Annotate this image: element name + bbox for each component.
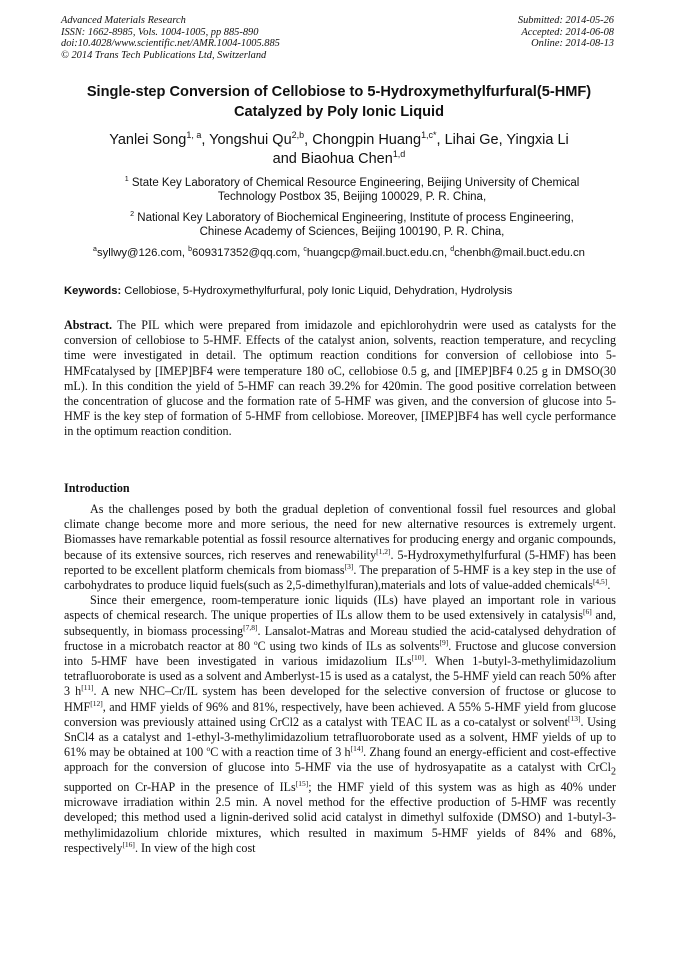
author-name: Lihai Ge: [444, 132, 499, 148]
text-run: and, subsequently, in biomass processing: [64, 608, 616, 638]
abstract: [64, 318, 616, 440]
journal-copyright: © 2014 Trans Tech Publications Ltd, Switzerland: [61, 49, 267, 61]
accepted-date: Accepted: 2014-06-08: [521, 26, 614, 38]
email-address: huangcp@mail.buct.edu.cn,: [306, 247, 451, 259]
citation: [12]: [90, 698, 103, 708]
author-list: Yanlei Song$^{1, a}$, Yongshui Qu$^{2,b}$, Chongpin Huang$^{1,c*}$, Lihai Ge, Yingxia Li and Biaohua Chen$^{1,d}$: [109, 130, 569, 167]
citation: [14]: [350, 744, 364, 754]
keywords-text: Cellobiose, 5-Hydroxymethylfurfural, poly Ionic Liquid, Dehydration, Hydrolysis: [121, 285, 513, 297]
citation: [1,2]: [376, 546, 391, 556]
journal-name: Advanced Materials Research: [61, 15, 186, 26]
author-name: and Biaohua Chen: [272, 151, 393, 167]
title-line-2: Catalyzed by Poly Ionic Liquid: [233, 103, 445, 120]
subscript: 2: [610, 766, 616, 778]
email-address: syllwy@126.com,: [96, 247, 189, 259]
affiliation-line: Chinese Academy of Sciences, Beijing 100190, P. R. China,: [199, 226, 505, 238]
introduction-body: [64, 502, 616, 856]
citation: o: [253, 637, 258, 647]
affiliation-line: National Key Laboratory of Biochemical Engineering, Institute of process Engineering,: [137, 212, 574, 224]
email-address: 609317352@qq.com,: [192, 247, 304, 259]
author-name: Yanlei Song: [109, 132, 187, 148]
text-run: Since their emergence, room-temperature ionic liquids (ILs) have played an important role in various aspects of chemical research. The unique properties of ILs allow them to be used extensively in catalysis: [64, 593, 616, 623]
affiliation-number: 2: [130, 210, 135, 219]
affiliation-number: 1: [124, 175, 129, 184]
email-mark: c: [303, 246, 307, 254]
journal-doi: doi:10.4028/www.scientific.net/AMR.1004-1005.885: [61, 38, 280, 50]
citation: [7,8]: [243, 622, 258, 632]
text-run: C using two kinds of ILs as solvents: [257, 638, 440, 653]
affiliation-2: [92, 211, 612, 239]
title-line-1: Single-step Conversion of Cellobiose to 5-Hydroxymethylfurfural(5-HMF): [86, 84, 592, 100]
citation: [6]: [582, 607, 592, 617]
section-heading-introduction: Introduction: [64, 481, 130, 495]
paragraph: [64, 502, 616, 593]
citation: [15]: [295, 779, 309, 789]
author-name: Chongpin Huang: [312, 132, 422, 148]
affiliation-line: State Key Laboratory of Chemical Resource Engineering, Beijing University of Chemical: [131, 177, 580, 189]
text-run: . When 1-butyl-3-methylimidazolium tetrafluoroborate is used as a solvent and Amberlyst-15 is used as a catalyst, the 5-HMF yield can reach 50% after 3 h: [64, 654, 617, 699]
author-name: Yongshui Qu: [209, 132, 292, 148]
text-run: , and HMF yields of 96% and 81%, respectively, have been achieved. A 55% 5-HMF yield from glucose conversion was previously attained using CrCl2 as a catalyst with TEAC IL as a co-catalyst or solvent: [64, 699, 616, 729]
abstract-label: Abstract.: [64, 318, 113, 332]
email-mark: a: [93, 246, 97, 254]
text-run: . Fructose and glucose conversion into 5-HMF have been investigated in various imidazolium ILs: [64, 638, 616, 669]
email-address: chenbh@mail.buct.edu.cn: [454, 247, 585, 259]
author-name: Yingxia Li: [506, 132, 569, 148]
citation: [16]: [122, 839, 135, 849]
paragraph: [64, 593, 616, 856]
affiliation-line: Technology Postbox 35, Beijing 100029, P. R. China,: [217, 191, 487, 203]
text-run: C with a reaction time of 3 h: [210, 745, 351, 760]
author-emails: [40, 246, 638, 260]
text-run: supported on Cr-HAP in the presence of ILs: [64, 780, 296, 795]
journal-issn: ISSN: 1662-8985, Vols. 1004-1005, pp 885-890: [61, 26, 259, 38]
affiliation-1: [82, 176, 622, 204]
author-affiliation-mark: 1,d: [392, 149, 406, 160]
keywords: [64, 284, 616, 298]
abstract-text: The PIL which were prepared from imidazole and epichlorohydrin were used as catalysts for the conversion of cellobiose to 5-HMF. Effects of the catalyst anion, solvents, reaction temperature, and recycling time were investigated in detail. The optimum reaction conditions for conversion of cellobiose into 5-HMFcatalysed by [IMEP]BF4 were temperature 180 oC, cellobiose 0.5 g, and [IMEP]BF4 0.25 g in DMSO(30 mL). In this condition the yield of 5-HMF can reach 39.2% for 420min. The good positive correlation between the concentration of glucose and the formation rate of 5-HMF was given, and the conversion of glucose into 5-HMF is the key step of formation of 5-HMF from cellobiose. Moreover, [IMEP]BF4 has well cycle performance in the optimum reaction condition.: [64, 318, 616, 439]
text-run: . In view of the high cost: [134, 840, 256, 855]
keywords-label: Keywords:: [64, 285, 122, 297]
citation: [9]: [439, 637, 449, 647]
text-run: . Using SnCl4 as a catalyst and 1-ethyl-3-methylimidazolium tetrafluoroborate used as a solvent, HMF yields of up to 61% may be obtained at 100: [64, 714, 616, 760]
text-run: . A new NHC–Cr/IL system has been developed for the selective conversion of fructose or glucose to HMF: [64, 684, 616, 714]
citation: [4,5]: [592, 576, 608, 586]
online-date: Online: 2014-08-13: [531, 38, 614, 50]
text-run: . Zhang found an energy-efficient and cost-effective approach for the conversion of glucose into 5-HMF via the use of hydrosyapatite as a catalyst with CrCl: [64, 745, 616, 775]
citation: [11]: [81, 683, 94, 693]
text-run: . The preparation of 5-HMF is a key step in the use of carbohydrates to produce liquid fuels(such as 2,5-dimethylfuran),materials and lots of value-added chemicals: [64, 562, 616, 593]
text-run: As the challenges posed by both the gradual depletion of conventional fossil fuel resources and global climate change become more and more serious, the need for new alternative resources is extremely urgent. Biomasses have remarkable potential as fossil resource alternatives for producing energy and organic compounds, because of its extensive sources, rich reserves and renewability: [64, 502, 616, 562]
citation: [10]: [411, 653, 425, 662]
author-affiliation-mark: 1, a: [186, 130, 202, 141]
paper-title: [40, 83, 638, 122]
citation: [13]: [567, 713, 581, 723]
submitted-date: Submitted: 2014-05-26: [517, 15, 614, 26]
author-affiliation-mark: 1,c*: [421, 130, 437, 141]
citation: [3]: [344, 561, 354, 571]
email-mark: b: [188, 246, 193, 254]
text-run: ; the HMF yield of this system was as high as 40% under microwave irradiation within 2.5 min. A novel method for the effective production of 5-HMF was recently developed; this method used a lignin-derived solid acid catalyst in dimethyl sulfoxide (DMSO) and 1-butyl-3-methylimidazolium chloride mixtures, which resulted in maximum 5-HMF yields of 84% and 68%, respectively: [64, 780, 616, 855]
journal-header-left: [61, 15, 280, 61]
email-mark: d: [450, 246, 455, 254]
citation: o: [206, 744, 211, 754]
text-run: . Lansalot-Matras and Moreau studied the acid-catalysed dehydration of fructose in a microbatch reactor at 80: [64, 623, 616, 653]
journal-header-right: [518, 15, 614, 50]
author-affiliation-mark: 2,b: [291, 130, 305, 141]
text-run: . 5-Hydroxymethylfurfural (5-HMF) has been reported to be excellent platform chemicals from biomass: [64, 547, 617, 577]
text-run: .: [607, 578, 611, 593]
